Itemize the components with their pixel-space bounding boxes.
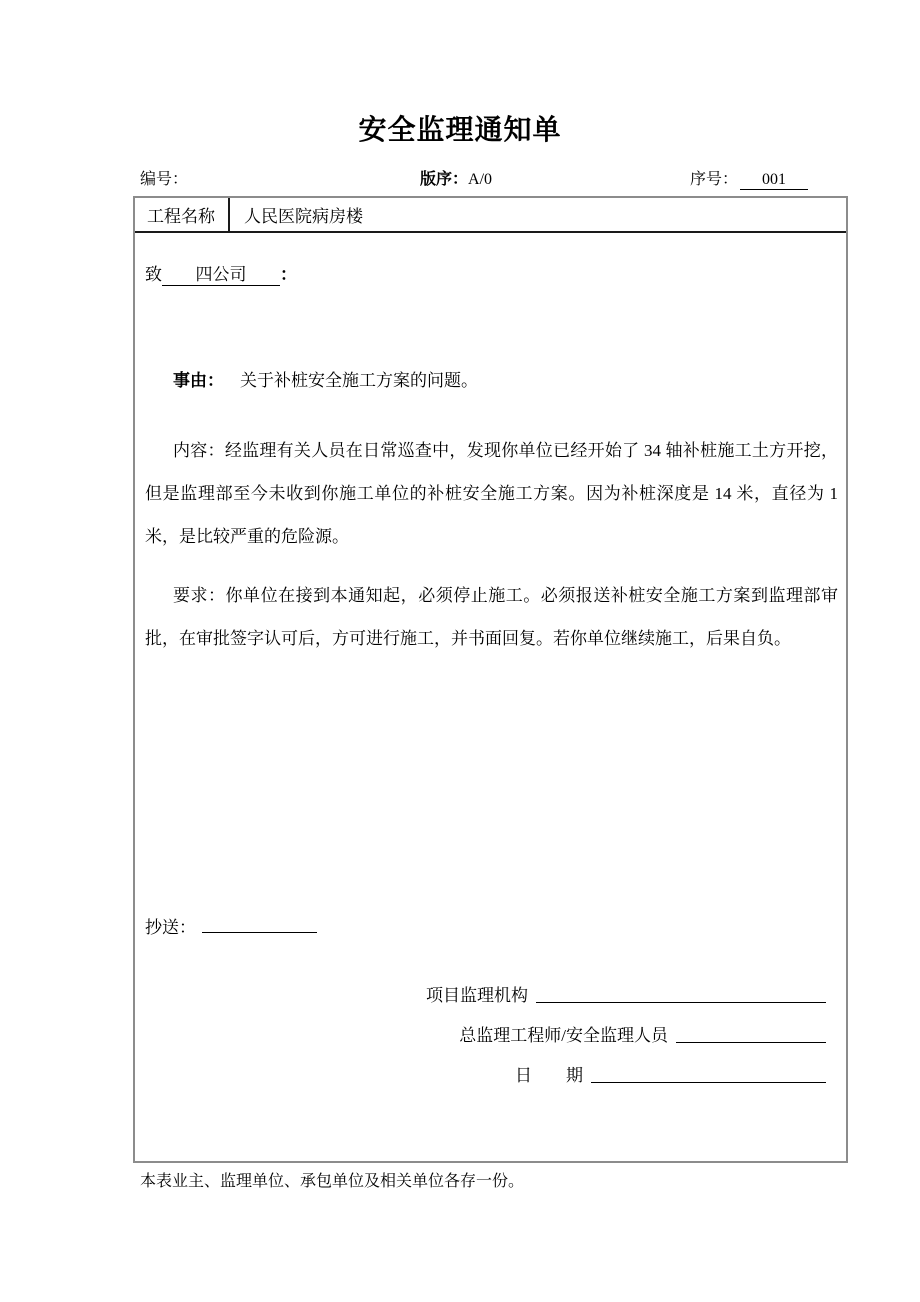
signature-org-label: 项目监理机构 xyxy=(426,986,528,1005)
subject-label: 事由： xyxy=(173,371,224,390)
signature-block xyxy=(135,979,826,1099)
doc-number-label: 编号： xyxy=(140,171,189,188)
signature-engineer-fill-in-blank[interactable] xyxy=(676,1041,826,1043)
cc-label: 抄送： xyxy=(145,918,196,937)
subject-line xyxy=(173,366,478,391)
signature-line-engineer xyxy=(135,1019,826,1046)
addressee-colon: ： xyxy=(280,265,297,284)
signature-date-fill-in-blank[interactable] xyxy=(591,1081,826,1083)
addressee-line xyxy=(145,260,297,286)
project-name-label-cell: 工程名称 xyxy=(135,198,230,231)
footer-note: 本表业主、监理单位、承包单位及相关单位各存一份。 xyxy=(140,1173,525,1190)
page-title: 安全监理通知单 xyxy=(358,114,562,145)
signature-date-label: 日 期 xyxy=(515,1066,583,1085)
version-label: 版序： xyxy=(420,171,469,188)
version-value: A/0 xyxy=(468,171,493,188)
version-field xyxy=(420,166,492,189)
notice-form-table xyxy=(133,196,848,1163)
request-paragraph: 要求：你单位在接到本通知起，必须停止施工。必须报送补桩安全施工方案到监理部审批，在审批签字认可后，方可进行施工，并书面回复。若你单位继续施工，后果自负。 xyxy=(145,586,838,648)
project-name-value-cell: 人民医院病房楼 xyxy=(244,207,363,226)
addressee-fill-in[interactable]: 四公司 xyxy=(162,260,280,286)
meta-row xyxy=(133,166,848,192)
content-paragraph: 内容：经监理有关人员在日常巡查中，发现你单位已经开始了 34 轴补桩施工土方开挖，但是监理部至今未收到你施工单位的补桩安全施工方案。因为补桩深度是 14 米，直径为 1 米，是比较严重的危险源。 xyxy=(145,441,838,546)
signature-line-org xyxy=(135,979,826,1006)
cc-line xyxy=(145,913,317,938)
serial-field xyxy=(690,166,808,190)
project-name-row xyxy=(135,198,846,233)
serial-label: 序号： xyxy=(690,171,739,188)
serial-value: 001 xyxy=(740,171,808,190)
signature-line-date xyxy=(135,1059,826,1086)
signature-engineer-label: 总监理工程师/安全监理人员 xyxy=(459,1026,668,1045)
addressee-label: 致 xyxy=(145,265,162,284)
cc-fill-in-blank[interactable] xyxy=(202,914,317,933)
notice-body-cell xyxy=(135,233,846,1161)
signature-org-fill-in-blank[interactable] xyxy=(536,1001,826,1003)
subject-text: 关于补桩安全施工方案的问题。 xyxy=(240,371,478,390)
